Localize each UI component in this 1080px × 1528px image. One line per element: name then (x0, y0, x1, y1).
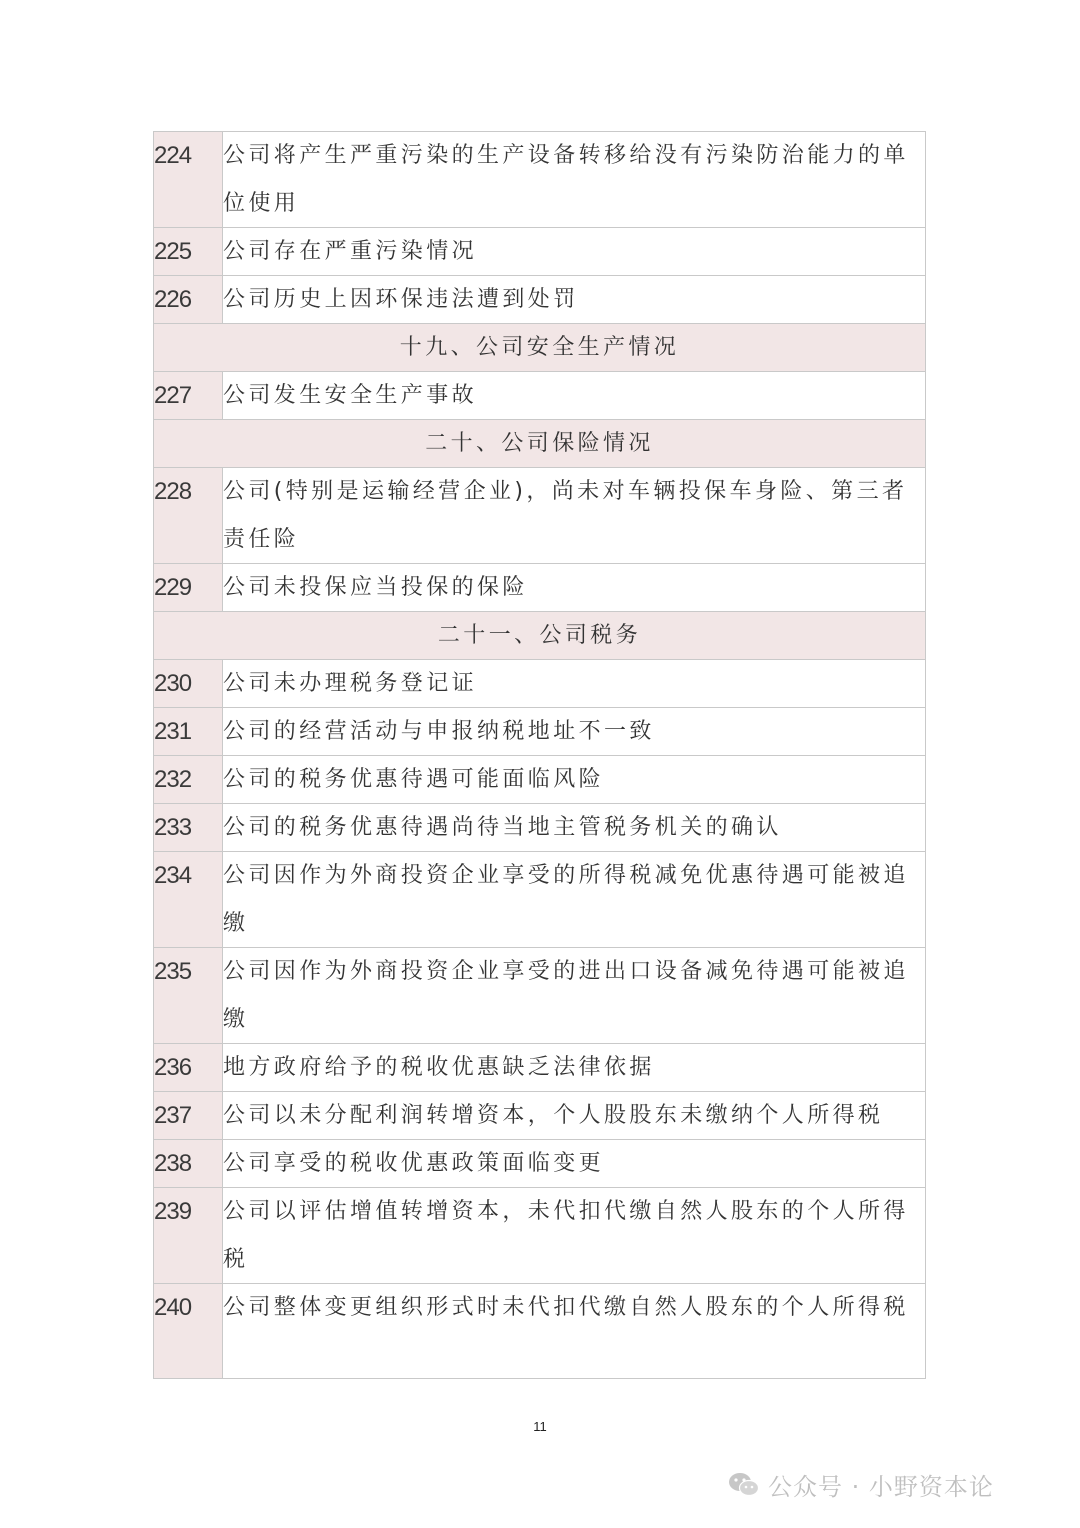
wechat-icon (728, 1471, 760, 1497)
item-description: 公司存在严重污染情况 (223, 228, 926, 276)
watermark-text: 公众号 · 小野资本论 (768, 1472, 994, 1501)
item-description: 公司以评估增值转增资本，未代扣代缴自然人股东的个人所得税 (223, 1188, 926, 1284)
item-description: 公司以未分配利润转增资本，个人股股东未缴纳个人所得税 (223, 1092, 926, 1140)
item-number: 227 (154, 372, 223, 420)
table-row (154, 372, 926, 420)
section-title: 二十、公司保险情况 (154, 420, 926, 468)
item-description: 公司将产生严重污染的生产设备转移给没有污染防治能力的单位使用 (223, 132, 926, 228)
item-number: 236 (154, 1044, 223, 1092)
item-description: 公司的税务优惠待遇尚待当地主管税务机关的确认 (223, 804, 926, 852)
item-number: 224 (154, 132, 223, 228)
item-number: 239 (154, 1188, 223, 1284)
item-number: 233 (154, 804, 223, 852)
item-number: 240 (154, 1284, 223, 1379)
item-number: 235 (154, 948, 223, 1044)
table-row (154, 276, 926, 324)
table-row (154, 852, 926, 948)
item-description: 公司的税务优惠待遇可能面临风险 (223, 756, 926, 804)
item-description: 公司历史上因环保违法遭到处罚 (223, 276, 926, 324)
table-row (154, 1044, 926, 1092)
item-description: 公司发生安全生产事故 (223, 372, 926, 420)
table-row (154, 468, 926, 564)
item-number: 238 (154, 1140, 223, 1188)
item-number: 231 (154, 708, 223, 756)
table-row (154, 756, 926, 804)
item-description: 公司因作为外商投资企业享受的进出口设备减免待遇可能被追缴 (223, 948, 926, 1044)
table-row (154, 1284, 926, 1379)
section-header-row (154, 324, 926, 372)
table-row (154, 228, 926, 276)
item-description: 公司因作为外商投资企业享受的所得税减免优惠待遇可能被追缴 (223, 852, 926, 948)
item-description: 公司未投保应当投保的保险 (223, 564, 926, 612)
table-row (154, 132, 926, 228)
table-row (154, 564, 926, 612)
section-header-row (154, 420, 926, 468)
table-row (154, 948, 926, 1044)
item-number: 228 (154, 468, 223, 564)
page-number: 11 (533, 1419, 547, 1434)
item-number: 234 (154, 852, 223, 948)
item-number: 232 (154, 756, 223, 804)
item-description: 公司整体变更组织形式时未代扣代缴自然人股东的个人所得税 (223, 1284, 926, 1379)
item-number: 229 (154, 564, 223, 612)
section-title: 二十一、公司税务 (154, 612, 926, 660)
table-row (154, 708, 926, 756)
item-number: 225 (154, 228, 223, 276)
item-description: 公司享受的税收优惠政策面临变更 (223, 1140, 926, 1188)
table-row (154, 1092, 926, 1140)
item-number: 226 (154, 276, 223, 324)
section-title: 十九、公司安全生产情况 (154, 324, 926, 372)
table-row (154, 660, 926, 708)
item-description: 公司的经营活动与申报纳税地址不一致 (223, 708, 926, 756)
item-number: 237 (154, 1092, 223, 1140)
table-row (154, 804, 926, 852)
section-header-row (154, 612, 926, 660)
item-description: 地方政府给予的税收优惠缺乏法律依据 (223, 1044, 926, 1092)
table-row (154, 1188, 926, 1284)
watermark (728, 1466, 994, 1502)
item-number: 230 (154, 660, 223, 708)
risk-items-table-body (154, 132, 926, 1379)
item-description: 公司(特别是运输经营企业)，尚未对车辆投保车身险、第三者责任险 (223, 468, 926, 564)
item-description: 公司未办理税务登记证 (223, 660, 926, 708)
risk-items-table (153, 131, 926, 1379)
table-row (154, 1140, 926, 1188)
